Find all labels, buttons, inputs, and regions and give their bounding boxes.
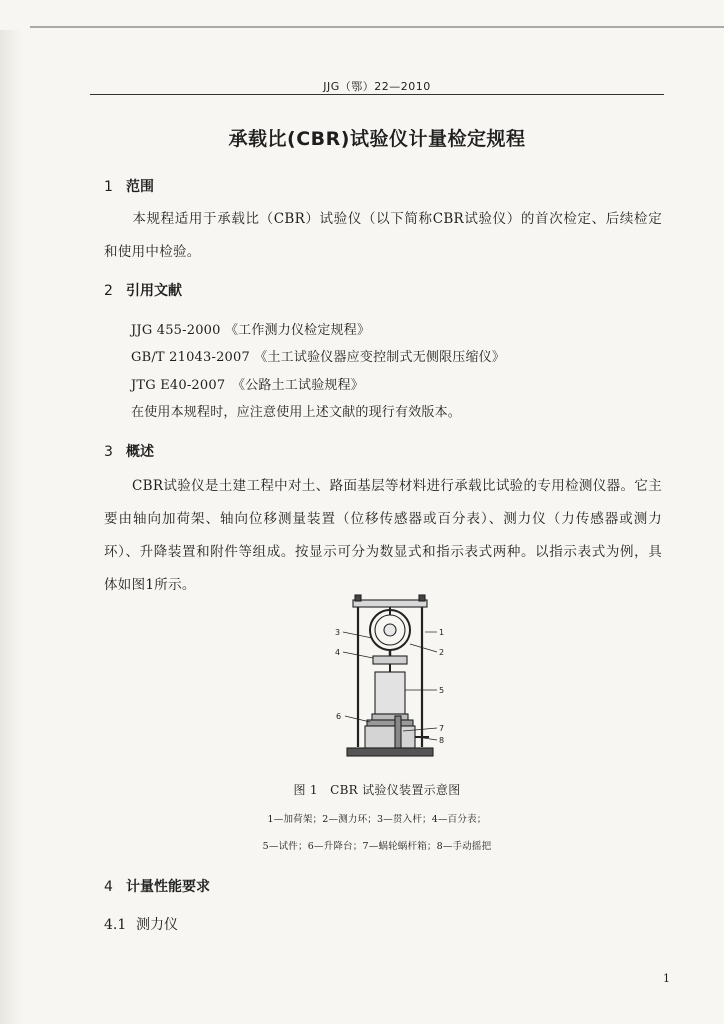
section-number: 1 — [104, 179, 113, 195]
page-number: 1 — [663, 972, 670, 985]
callout-2: 2 — [439, 648, 445, 657]
reference-item: GB/T 21043-2007 《土工试验仪器应变控制式无侧限压缩仪》 — [131, 350, 506, 365]
scope-text: 本规程适用于承载比（CBR）试验仪（以下简称CBR试验仪）的首次检定、后续检定和使用中检验。 — [104, 211, 662, 260]
callout-6: 6 — [336, 712, 342, 721]
specimen-mold — [375, 672, 405, 714]
figure-legend-line-1: 1—加荷架；2—测力环；3—贯入杆；4—百分表； — [267, 814, 487, 825]
section-number: 4 — [104, 879, 113, 895]
callout-8: 8 — [439, 736, 445, 745]
callout-7: 7 — [439, 724, 445, 733]
callout-4: 4 — [335, 648, 341, 657]
document-title: 承载比(CBR)试验仪计量检定规程 — [228, 128, 526, 150]
subsection-title: 测力仪 — [136, 917, 178, 933]
header-rule — [90, 94, 664, 95]
lifting-platform — [367, 720, 413, 726]
overview-paragraph — [104, 470, 662, 602]
cbr-apparatus-diagram — [325, 592, 455, 767]
section-number: 3 — [104, 444, 113, 460]
section-4-heading — [104, 876, 210, 896]
section-3-heading — [104, 441, 154, 461]
section-number: 2 — [104, 283, 113, 299]
section-title: 概述 — [126, 444, 154, 460]
section-title: 引用文献 — [126, 283, 182, 299]
running-header: JJG（鄂）22—2010 — [323, 80, 431, 93]
section-title: 范围 — [126, 179, 154, 195]
dial-gauge — [384, 624, 396, 636]
callout-1: 1 — [439, 628, 445, 637]
scope-paragraph — [104, 203, 662, 269]
callout-5: 5 — [439, 686, 445, 695]
reference-item: JJG 455-2000 《工作测力仪检定规程》 — [131, 323, 371, 338]
section-title: 计量性能要求 — [126, 879, 210, 895]
references-note: 在使用本规程时，应注意使用上述文献的现行有效版本。 — [131, 405, 462, 420]
reference-item: JTG E40-2007 《公路土工试验规程》 — [131, 378, 365, 393]
section-2-heading — [104, 280, 182, 300]
top-crossbeam — [353, 600, 427, 607]
worm-gear-box — [365, 726, 415, 748]
figure-legend-line-2: 5—试件；6—升降台；7—蜗轮蜗杆箱；8—手动摇把 — [262, 841, 492, 852]
scan-shadow — [0, 30, 22, 1024]
section-1-heading — [104, 176, 154, 196]
figure-caption: 图 1 CBR 试验仪装置示意图 — [293, 783, 461, 797]
subsection-number: 4.1 — [104, 917, 127, 933]
subsection-4-1-heading — [104, 914, 178, 934]
overview-text: CBR试验仪是土建工程中对土、路面基层等材料进行承载比试验的专用检测仪器。它主要由轴向加荷架、轴向位移测量装置（位移传感器或百分表）、测力仪（力传感器或测力环）、升降装置和附件等组成。按显示可分为数显式和指示表式两种。以指示表式为例，具体如图1所示。 — [104, 478, 662, 593]
callout-3: 3 — [335, 628, 341, 637]
base — [347, 748, 433, 756]
scan-edge-line — [30, 26, 724, 28]
